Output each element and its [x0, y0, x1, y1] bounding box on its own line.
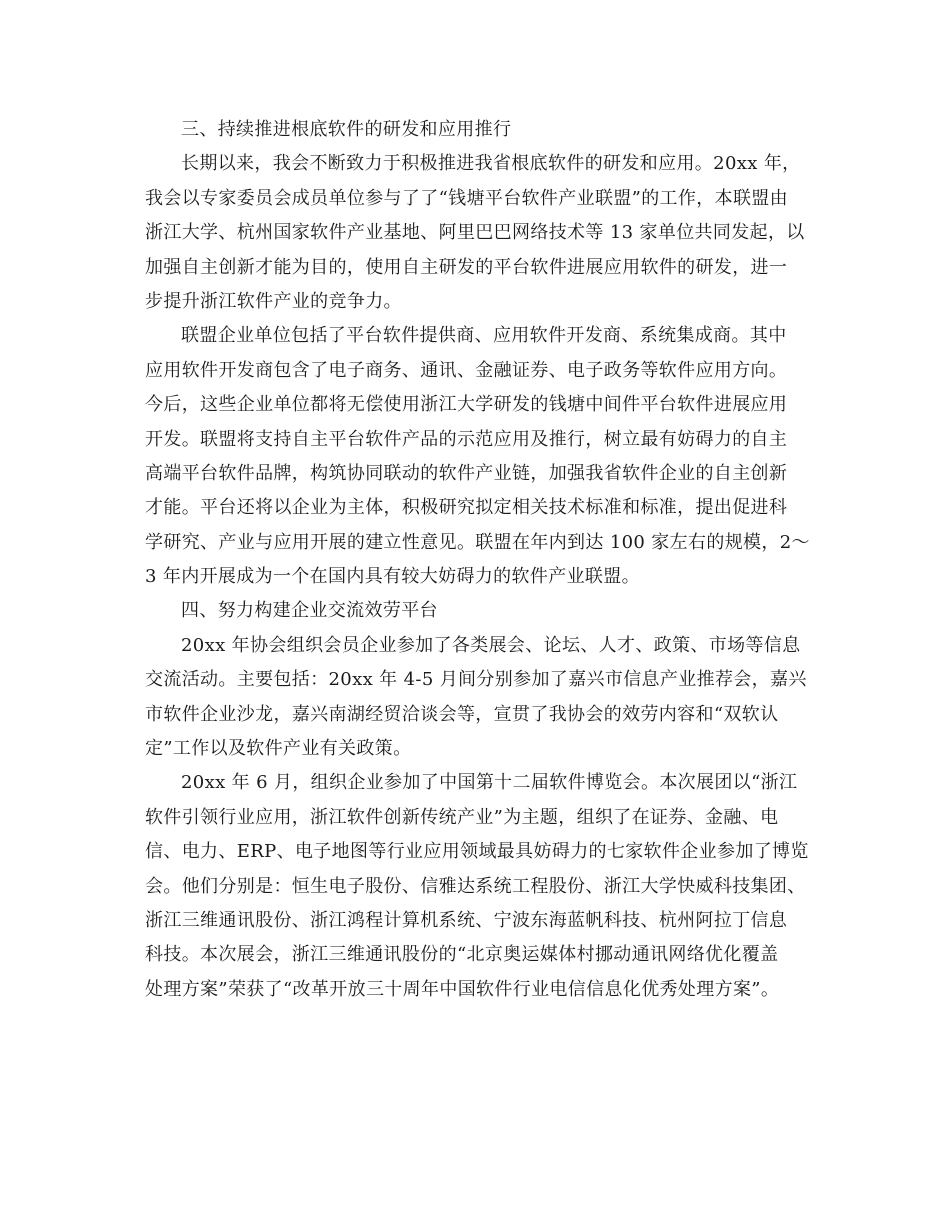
- text-line: 加强自主创新才能为目的，使用自主研发的平台软件进展应用软件的研发，进一: [145, 256, 788, 278]
- section-heading: 三、持续推进根底软件的研发和应用推行: [181, 119, 512, 140]
- paragraph: [145, 766, 809, 1007]
- text-line: 20xx 年 6 月，组织企业参加了中国第十二届软件博览会。本次展团以“浙江: [181, 772, 798, 794]
- paragraph: [145, 629, 805, 767]
- text-line: 高端平台软件品牌，构筑协同联动的软件产业链，加强我省软件企业的自主创新: [145, 462, 788, 484]
- text-line: 学研究、产业与应用开展的建立性意见。联盟在年内到达 100 家左右的规模，2～: [145, 531, 810, 553]
- section-heading: 四、努力构建企业交流效劳平台: [181, 600, 438, 622]
- text-line: 步提升浙江软件产业的竞争力。: [145, 290, 402, 312]
- text-line: 浙江大学、杭州国家软件产业基地、阿里巴巴网络技术等 13 家单位共同发起，以: [145, 222, 805, 244]
- text-line: 长期以来，我会不断致力于积极推进我省根底软件的研发和应用。20xx 年，: [181, 153, 801, 175]
- text-line: 联盟企业单位包括了平台软件提供商、应用软件开发商、系统集成商。其中: [181, 325, 787, 347]
- text-line: 处理方案”荣获了“改革开放三十周年中国软件行业电信信息化优秀处理方案”。: [145, 978, 780, 1000]
- text-line: 20xx 年协会组织会员企业参加了各类展会、论坛、人才、政策、市场等信息: [181, 634, 801, 656]
- text-line: 我会以专家委员会成员单位参与了了“钱塘平台软件产业联盟”的工作，本联盟由: [145, 187, 789, 209]
- text-line: 市软件企业沙龙，嘉兴南湖经贸洽谈会等，宣贯了我协会的效劳内容和“双软认: [145, 703, 779, 725]
- text-line: 交流活动。主要包括：20xx 年 4-5 月间分别参加了嘉兴市信息产业推荐会，嘉兴: [145, 669, 807, 691]
- document-body: [145, 113, 810, 1007]
- text-line: 会。他们分别是：恒生电子股份、信雅达系统工程股份、浙江大学快威科技集团、: [145, 875, 806, 897]
- text-line: 应用软件开发商包含了电子商务、通讯、金融证券、电子政务等软件应用方向。: [145, 359, 788, 381]
- text-line: 浙江三维通讯股份、浙江鸿程计算机系统、宁波东海蓝帆科技、杭州阿拉丁信息: [145, 909, 788, 931]
- text-line: 今后，这些企业单位都将无偿使用浙江大学研发的钱塘中间件平台软件进展应用: [145, 394, 788, 416]
- text-line: 才能。平台还将以企业为主体，积极研究拟定相关技术标准和标准，提出促进科: [145, 497, 788, 519]
- text-line: 开发。联盟将支持自主平台软件产品的示范应用及推行，树立最有妨碍力的自主: [145, 428, 788, 450]
- text-line: 信、电力、ERP、电子地图等行业应用领域最具妨碍力的七家软件企业参加了博览: [145, 841, 809, 863]
- text-line: 软件引领行业应用，浙江软件创新传统产业”为主题，组织了在证券、金融、电: [145, 806, 779, 828]
- text-line: 3 年内开展成为一个在国内具有较大妨碍力的软件产业联盟。: [145, 566, 640, 588]
- paragraph: [145, 147, 805, 319]
- text-line: 定”工作以及软件产业有关政策。: [145, 738, 412, 760]
- paragraph: [145, 319, 810, 594]
- text-line: 科技。本次展会，浙江三维通讯股份的“北京奥运媒体村挪动通讯网络优化覆盖: [145, 944, 779, 966]
